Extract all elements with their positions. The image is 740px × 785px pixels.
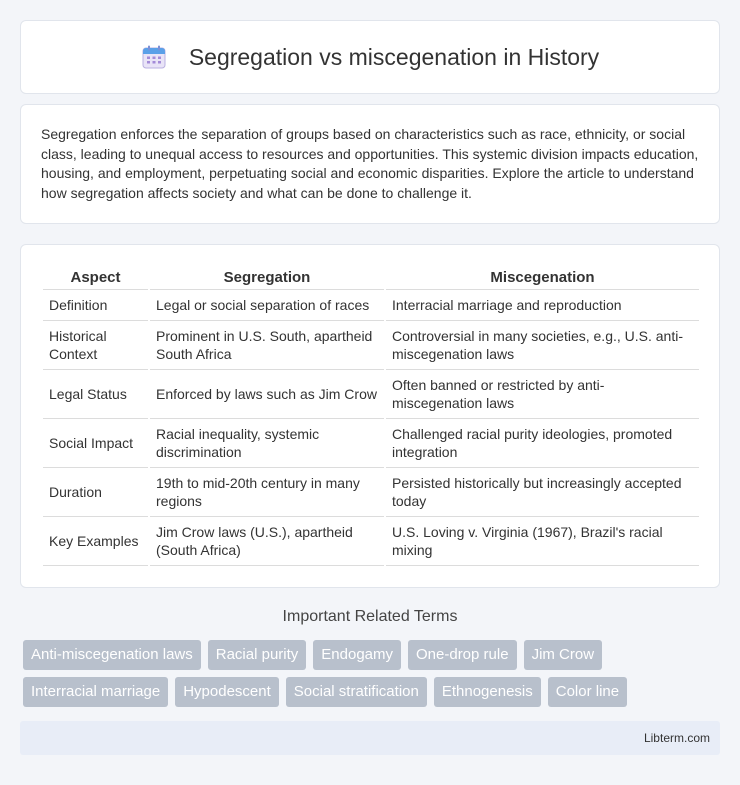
- aspect-cell: Duration: [43, 467, 149, 516]
- segregation-cell: Legal or social separation of races: [149, 289, 385, 320]
- segregation-cell: Jim Crow laws (U.S.), apartheid (South Africa): [149, 516, 385, 565]
- comparison-table: [43, 265, 699, 566]
- page-title: Segregation vs miscegenation in History: [188, 43, 600, 70]
- table-row: [43, 418, 699, 467]
- table-row: [43, 369, 699, 418]
- tag-row: [23, 640, 723, 670]
- tag-color-line[interactable]: Color line: [548, 677, 627, 707]
- footer-link[interactable]: Libterm.com: [643, 731, 710, 745]
- miscegenation-cell: Challenged racial purity ideologies, promoted integration: [385, 418, 699, 467]
- calendar-icon: [141, 44, 167, 70]
- header: [141, 44, 599, 71]
- comparison-card: [20, 244, 720, 588]
- header-miscegenation: Miscegenation: [385, 265, 699, 289]
- tag-hypodescent[interactable]: Hypodescent: [175, 677, 279, 707]
- segregation-cell: 19th to mid-20th century in many regions: [149, 467, 385, 516]
- miscegenation-cell: Interracial marriage and reproduction: [385, 289, 699, 320]
- table-header-row: [43, 265, 699, 289]
- tag-racial-purity[interactable]: Racial purity: [208, 640, 307, 670]
- miscegenation-cell: Controversial in many societies, e.g., U.S. anti-miscegenation laws: [385, 320, 699, 369]
- aspect-cell: Historical Context: [43, 320, 149, 369]
- table-row: [43, 467, 699, 516]
- aspect-cell: Social Impact: [43, 418, 149, 467]
- header-segregation: Segregation: [149, 265, 385, 289]
- aspect-cell: Definition: [43, 289, 149, 320]
- tag-ethnogenesis[interactable]: Ethnogenesis: [434, 677, 541, 707]
- tag-endogamy[interactable]: Endogamy: [313, 640, 401, 670]
- tag-row: [23, 677, 723, 707]
- header-card: [20, 20, 720, 94]
- header-aspect: Aspect: [43, 265, 149, 289]
- footer: [20, 721, 720, 755]
- table-row: [43, 320, 699, 369]
- table-row: [43, 516, 699, 565]
- tag-jim-crow[interactable]: Jim Crow: [524, 640, 603, 670]
- miscegenation-cell: Persisted historically but increasingly accepted today: [385, 467, 699, 516]
- intro-text: Segregation enforces the separation of groups based on characteristics such as race, ethnicity, or social class, leading to unequal access to resources and opportunities. This systemic division impacts education, housing, and employment, perpetuating social and economic disparities. Explore the article to understand how segregation affects society and what can be done to challenge it.: [41, 126, 699, 201]
- aspect-cell: Key Examples: [43, 516, 149, 565]
- segregation-cell: Enforced by laws such as Jim Crow: [149, 369, 385, 418]
- miscegenation-cell: Often banned or restricted by anti-miscegenation laws: [385, 369, 699, 418]
- tag-interracial-marriage[interactable]: Interracial marriage: [23, 677, 168, 707]
- related-terms: [23, 640, 723, 714]
- aspect-cell: Legal Status: [43, 369, 149, 418]
- related-terms-title: Important Related Terms: [282, 608, 458, 625]
- miscegenation-cell: U.S. Loving v. Virginia (1967), Brazil's racial mixing: [385, 516, 699, 565]
- tag-social-stratification[interactable]: Social stratification: [286, 677, 427, 707]
- tag-one-drop-rule[interactable]: One-drop rule: [408, 640, 517, 670]
- segregation-cell: Racial inequality, systemic discrimination: [149, 418, 385, 467]
- segregation-cell: Prominent in U.S. South, apartheid South Africa: [149, 320, 385, 369]
- table-row: [43, 289, 699, 320]
- intro-card: [20, 104, 720, 224]
- tag-anti-miscegenation-laws[interactable]: Anti-miscegenation laws: [23, 640, 201, 670]
